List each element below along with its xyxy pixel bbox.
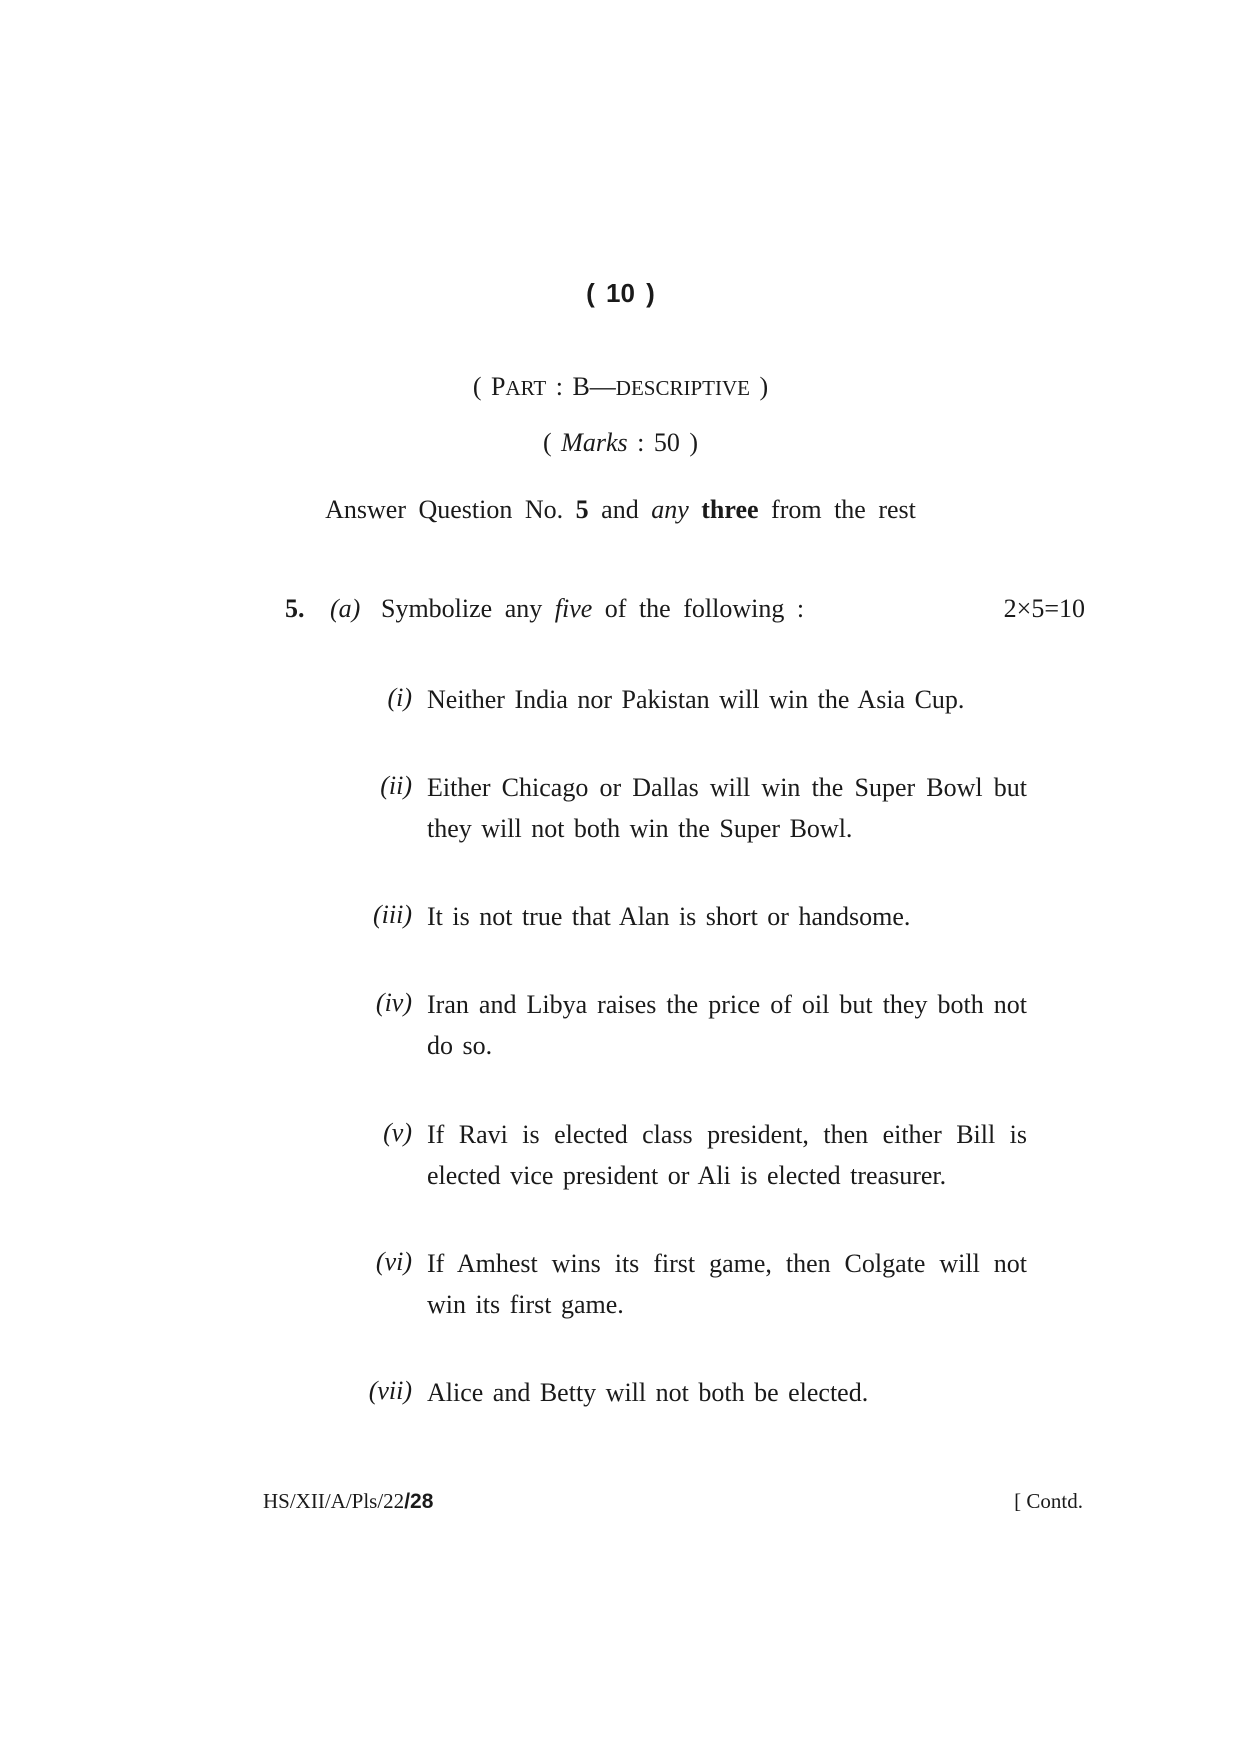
part-desc: DESCRIPTIVE	[615, 376, 750, 400]
instruction-three: three	[701, 495, 759, 524]
marks-word: Marks	[561, 428, 628, 457]
instruction	[0, 495, 1241, 525]
item-label-vii: (vii)	[368, 1376, 412, 1405]
footer-code-text: HS/XII/A/Pls/22	[263, 1489, 405, 1513]
item-text-v: If Ravi is elected class president, then either Bill is elected vice president or Ali is elected treasurer.	[427, 1120, 1027, 1190]
part-heading	[0, 372, 1241, 402]
part-open: (	[472, 372, 491, 401]
item-label-v: (v)	[383, 1118, 412, 1147]
item-text-iv: Iran and Libya raises the price of oil but they both not do so.	[427, 990, 1027, 1060]
page-number: ( 10 )	[586, 278, 655, 308]
question-text-suffix: of the following :	[592, 594, 805, 623]
item-text-iii: It is not true that Alan is short or handsome.	[427, 902, 911, 931]
instruction-prefix: Answer Question No.	[325, 495, 576, 524]
item-label-i: (i)	[387, 683, 412, 712]
marks-line	[0, 428, 1241, 458]
item-label-ii: (ii)	[380, 771, 412, 800]
part-rest: ART	[505, 376, 547, 400]
marks-value: : 50 )	[627, 428, 698, 457]
item-text-vii: Alice and Betty will not both be elected.	[427, 1378, 869, 1407]
item-text-i: Neither India nor Pakistan will win the Asia Cup.	[427, 685, 965, 714]
part-sep: : B—	[546, 372, 616, 401]
instruction-mid: and	[588, 495, 652, 524]
footer-code-bold: /28	[404, 1490, 434, 1513]
item-label-vi: (vi)	[375, 1247, 412, 1276]
question-text	[381, 594, 804, 624]
part-close: )	[749, 372, 769, 401]
instruction-space	[689, 495, 702, 524]
item-label-iv: (iv)	[375, 988, 412, 1017]
instruction-question-no: 5	[575, 495, 589, 524]
footer-contd: [ Contd.	[1014, 1489, 1083, 1513]
question-part-label: (a)	[330, 594, 361, 623]
question-text-italic: five	[554, 594, 593, 623]
item-text-vi: If Amhest wins its first game, then Colgate will not win its first game.	[427, 1249, 1027, 1319]
item-text-ii: Either Chicago or Dallas will win the Super Bowl but they will not both win the Super Bowl.	[427, 773, 1027, 843]
question-number: 5.	[285, 594, 305, 623]
marks-open: (	[543, 428, 562, 457]
question-text-prefix: Symbolize any	[381, 594, 555, 623]
instruction-suffix: from the rest	[758, 495, 916, 524]
question-marks: 2×5=10	[1003, 594, 1085, 623]
footer-paper-code	[263, 1489, 433, 1514]
instruction-any: any	[651, 495, 689, 524]
item-label-iii: (iii)	[373, 900, 412, 929]
part-first-letter: P	[491, 372, 506, 401]
